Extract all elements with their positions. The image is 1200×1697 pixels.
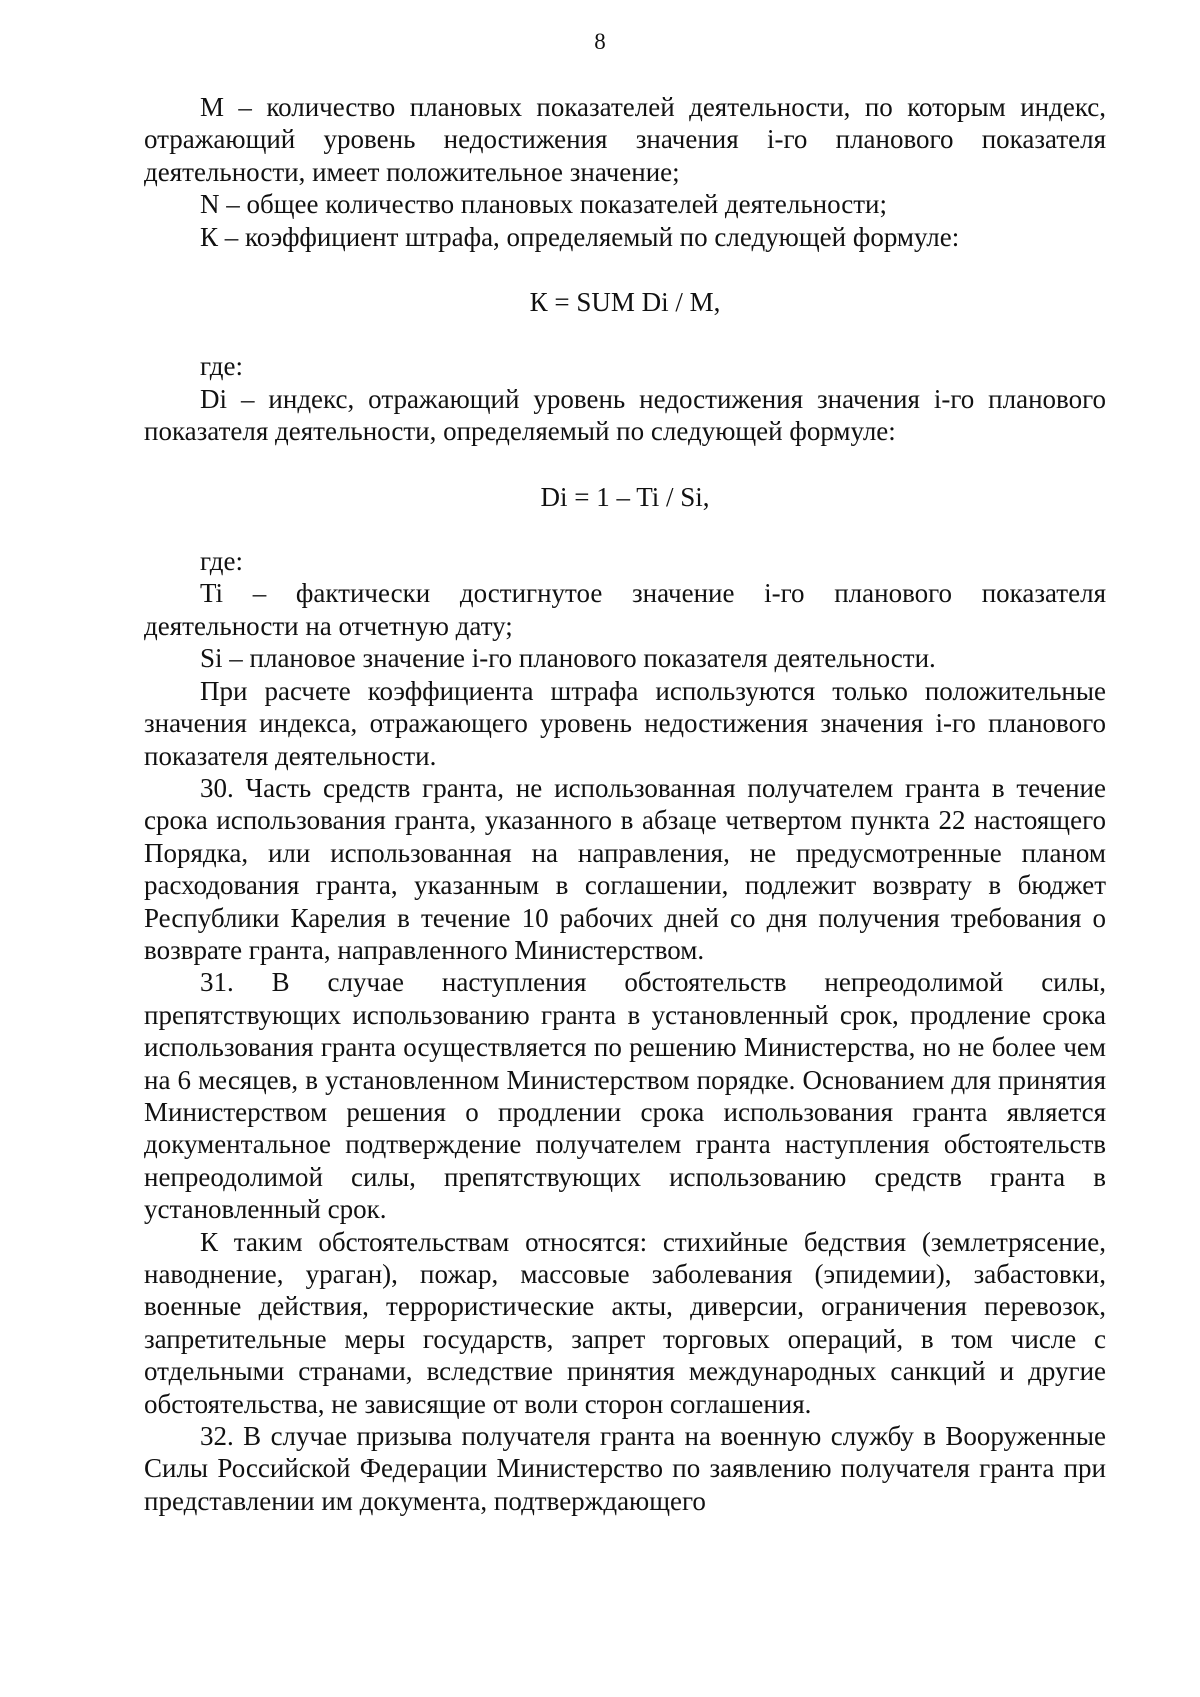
paragraph-force-majeure-list: К таким обстоятельствам относятся: стихийные бедствия (землетрясение, наводнение, ураган), пожар, массовые заболевания (эпидемии), забастовки, военные действия, террористические акты, диверсии, ограничения перевозок, запретительные меры государств, запрет торговых операций, в том числе с отдельными странами, вследствие принятия международных санкций и другие обстоятельства, не зависящие от воли сторон соглашения. bbox=[144, 1226, 1106, 1419]
formula-spacing bbox=[144, 318, 1106, 350]
paragraph-di-definition: Di – индекс, отражающий уровень недостижения значения i-го планового показателя деятельности, определяемый по следующей формуле: bbox=[144, 383, 1106, 447]
paragraph-positive-values: При расчете коэффициента штрафа используются только положительные значения индекса, отражающего уровень недостижения значения i-го планового показателя деятельности. bbox=[144, 675, 1106, 771]
paragraph-m-definition: M – количество плановых показателей деятельности, по которым индекс, отражающий уровень недостижения значения i-го планового показателя деятельности, имеет положительное значение; bbox=[144, 92, 1106, 187]
formula-di: Di = 1 – Ti / Si, bbox=[540, 481, 710, 512]
document-body bbox=[144, 91, 1106, 1517]
formula-spacing bbox=[144, 253, 1106, 286]
paragraph-k-definition: К – коэффициент штрафа, определяемый по следующей формуле: bbox=[200, 221, 960, 252]
paragraph-item-32: 32. В случае призыва получателя гранта на военную службу в Вооруженные Силы Российской Федерации Министерство по заявлению получателя гранта при представлении им документа, подтверждающего bbox=[144, 1421, 1106, 1516]
formula-spacing bbox=[144, 448, 1106, 481]
paragraph-where-2: где: bbox=[200, 546, 243, 577]
paragraph-item-31: 31. В случае наступления обстоятельств непреодолимой силы, препятствующих использованию гранта в установленный срок, продление срока использования гранта осуществляется по решению Министерства, но не более чем на 6 месяцев, в установленном Министерством порядке. Основанием для принятия Министерством решения о продлении срока использования гранта является документальное подтверждение получателем гранта наступления обстоятельств непреодолимой силы, препятствующих использованию средств гранта в установленный срок. bbox=[144, 967, 1106, 1225]
page-number: 8 bbox=[594, 29, 606, 54]
formula-spacing bbox=[144, 513, 1106, 545]
paragraph-si-definition: Si – плановое значение i-го планового показателя деятельности. bbox=[200, 643, 936, 674]
paragraph-ti-definition: Ti – фактически достигнутое значение i-го планового показателя деятельности на отчетную дату; bbox=[144, 578, 1106, 641]
paragraph-item-30: 30. Часть средств гранта, не использованная получателем гранта в течение срока использования гранта, указанного в абзаце четвертом пункта 22 настоящего Порядка, или использованная на направления, не предусмотренные планом расходования гранта, указанным в соглашении, подлежит возврату в бюджет Республики Карелия в течение 10 рабочих дней со дня получения требования о возврате гранта, направленного Министерством. bbox=[144, 772, 1106, 965]
paragraph-n-definition: N – общее количество плановых показателей деятельности; bbox=[200, 189, 887, 220]
paragraph-where-1: где: bbox=[200, 351, 243, 382]
formula-k: К = SUM Di / M, bbox=[529, 287, 721, 318]
